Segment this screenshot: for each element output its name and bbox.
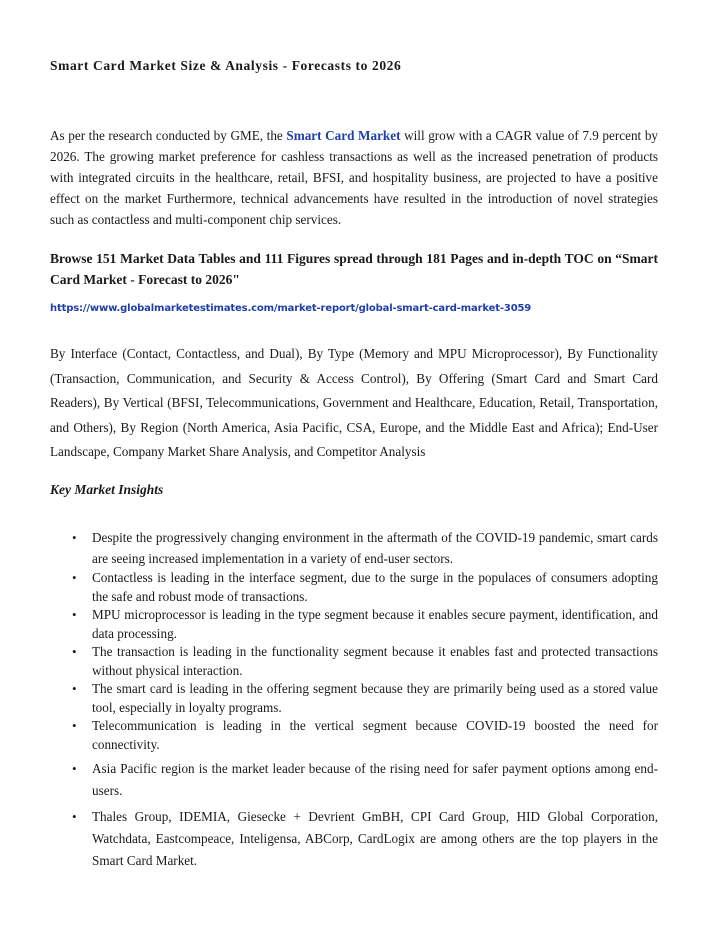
bullet-icon: • bbox=[72, 718, 77, 733]
intro-paragraph bbox=[50, 125, 658, 230]
bullet-icon: • bbox=[72, 644, 77, 659]
intro-text-before: As per the research conducted by GME, the bbox=[50, 128, 287, 143]
insight-item bbox=[50, 806, 658, 872]
insight-text: Despite the progressively changing environment in the aftermath of the COVID-19 pandemic, smart cards are seeing increased implementation in a variety of end-user sectors. bbox=[92, 530, 658, 566]
insight-text: Asia Pacific region is the market leader because of the rising need for safer payment options among end-users. bbox=[92, 761, 658, 798]
bullet-icon: • bbox=[72, 809, 77, 824]
insight-text: Contactless is leading in the interface segment, due to the surge in the populaces of consumers adopting the safe and robust mode of transactions. bbox=[92, 570, 658, 604]
insight-item bbox=[50, 569, 658, 606]
browse-statement: Browse 151 Market Data Tables and 111 Figures spread through 181 Pages and in-depth TOC on “Smart Card Market - Forecast to 2026" bbox=[50, 251, 658, 287]
intro-text-after: will grow with a CAGR value of 7.9 percent by 2026. The growing market preference for cashless transactions as well as the increased penetration of products with integrated circuits in the healthcare, retail, BFSI, and hospitality business, are projected to have a positive effect on the market Furthermore, technical advancements have resulted in the introduction of novel strategies such as contactless and multi-component chip services. bbox=[50, 128, 659, 227]
insight-item bbox=[50, 680, 658, 717]
bullet-icon: • bbox=[72, 681, 77, 696]
insight-text: Thales Group, IDEMIA, Giesecke + Devrient GmBH, CPI Card Group, HID Global Corporation, Watchdata, Eastcompeace, Inteligensa, ABCorp, CardLogix are among others are the top players in the Smart Card Market. bbox=[92, 809, 658, 868]
report-link[interactable]: https://www.globalmarketestimates.com/market-report/global-smart-card-market-3059 bbox=[50, 303, 532, 314]
insight-text: MPU microprocessor is leading in the type segment because it enables secure payment, identification, and data processing. bbox=[92, 607, 658, 641]
bullet-icon: • bbox=[72, 607, 77, 622]
insights-list bbox=[50, 527, 658, 872]
insight-item bbox=[50, 758, 658, 802]
insight-item bbox=[50, 717, 658, 754]
bullet-icon: • bbox=[72, 570, 77, 585]
bullet-icon: • bbox=[72, 530, 77, 545]
insight-text: The smart card is leading in the offering segment because they are primarily being used as a stored value tool, especially in loyalty programs. bbox=[92, 681, 658, 715]
insight-item bbox=[50, 643, 658, 680]
smart-card-market-highlight: Smart Card Market bbox=[286, 128, 401, 143]
insight-item bbox=[50, 606, 658, 643]
segmentation-paragraph: By Interface (Contact, Contactless, and Dual), By Type (Memory and MPU Microprocessor), By Functionality (Transaction, Communication, and Security & Access Control), By Offering (Smart Card and Smart Card Readers), By Vertical (BFSI, Telecommunications, Government and Healthcare, Education, Retail, Transportation, and Others), By Region (North America, Asia Pacific, CSA, Europe, and the Middle East and Africa); End-User Landscape, Company Market Share Analysis, and Competitor Analysis bbox=[50, 346, 658, 459]
key-insights-heading: Key Market Insights bbox=[50, 482, 164, 497]
document-title: Smart Card Market Size & Analysis - Forecasts to 2026 bbox=[50, 58, 402, 73]
insight-text: Telecommunication is leading in the vertical segment because COVID-19 boosted the need for connectivity. bbox=[92, 718, 658, 752]
insight-item bbox=[50, 527, 658, 569]
bullet-icon: • bbox=[72, 761, 77, 776]
insight-text: The transaction is leading in the functionality segment because it enables fast and protected transactions without physical interaction. bbox=[92, 644, 658, 678]
